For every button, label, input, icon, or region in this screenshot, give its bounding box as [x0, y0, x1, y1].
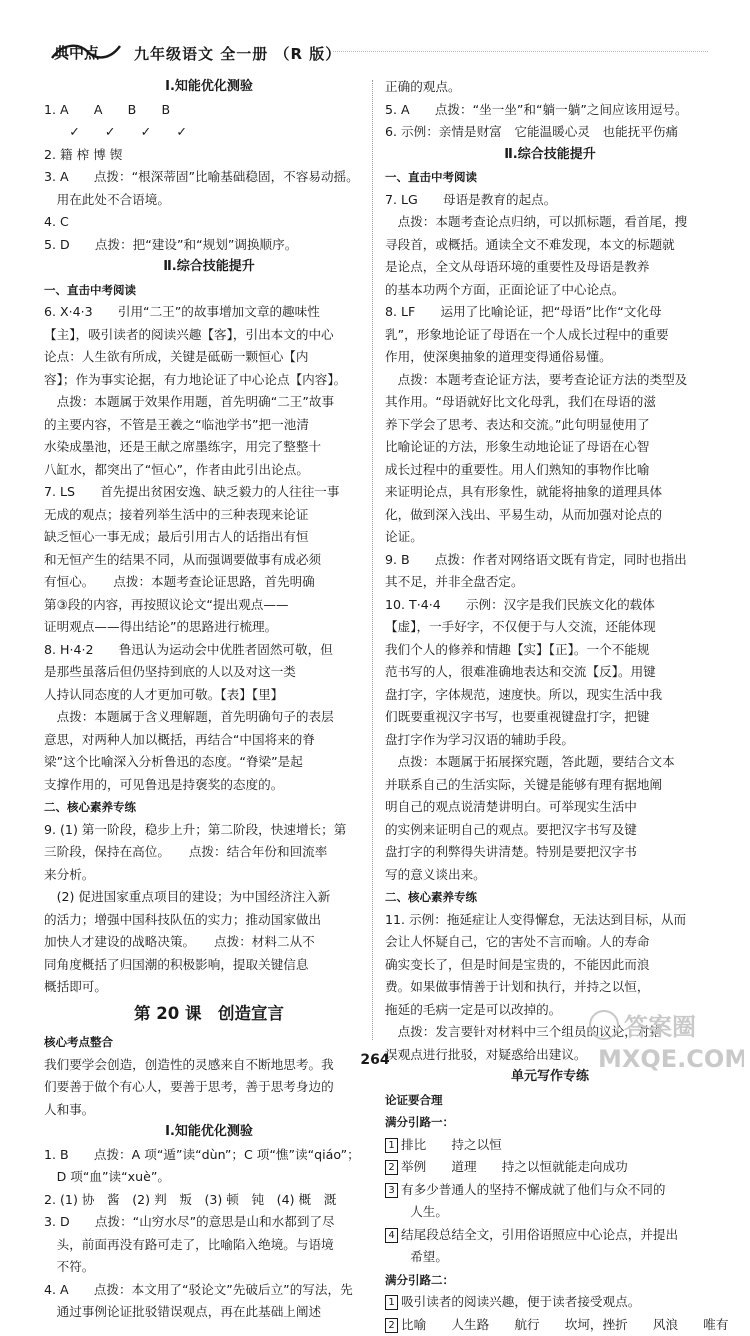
- text-line: 作用，使深奥抽象的道理变得通俗易懂。: [385, 346, 715, 369]
- text-line: 我们要学会创造，创造性的灵感来自不断地思考。我: [44, 1054, 374, 1077]
- text-line: 通过事例论证批驳错误观点，再在此基础上阐述: [44, 1301, 374, 1324]
- text-line: 【虚】，一手好字，不仅便于与人交流，还能体现: [385, 616, 715, 639]
- text-line: 有恒心。 点拨：本题考查论证思路，首先明确: [44, 571, 374, 594]
- point-text: 排比 持之以恒: [401, 1137, 502, 1152]
- text-line: 点拨：本题属于效果作用题，首先明确“二王”故事: [44, 391, 374, 414]
- text-line: 6. X·4·3 引用“二王”的故事增加文章的趣味性: [44, 301, 374, 324]
- subsection-heading: 核心考点整合: [44, 1031, 374, 1054]
- subsection-heading: 二、核心素养专练: [385, 886, 715, 909]
- text-line: 1. B 点拨：A 项“遁”读“dùn”；C 项“憔”读“qiáo”；: [44, 1144, 374, 1167]
- subsection-heading: 一、直击中考阅读: [385, 166, 715, 189]
- text-line: 会让人怀疑自己，它的害处不言而喻。人的寿命: [385, 931, 715, 954]
- text-line: ✓ ✓ ✓ ✓: [44, 121, 374, 144]
- point-number-box: 3: [385, 1183, 398, 1198]
- numbered-point: [385, 1291, 715, 1314]
- section-heading: 单元写作专练: [385, 1066, 715, 1089]
- point-number-box: 2: [385, 1318, 398, 1333]
- text-line: 10. T·4·4 示例：汉字是我们民族文化的载体: [385, 594, 715, 617]
- section-heading: Ⅰ.知能优化测验: [44, 76, 374, 99]
- numbered-point: [385, 1224, 715, 1247]
- point-number-box: 1: [385, 1295, 398, 1310]
- text-line: 的活力；增强中国科技队伍的实力；推动国家做出: [44, 909, 374, 932]
- subsection-heading: 一、直击中考阅读: [44, 279, 374, 302]
- text-line: 论证。: [385, 526, 715, 549]
- header-rule: [333, 51, 708, 52]
- subsection-heading: 满分引路二：: [385, 1269, 715, 1292]
- text-line: 其不足，并非全盘否定。: [385, 571, 715, 594]
- subsection-heading: 满分引路一：: [385, 1111, 715, 1134]
- text-line: 的实例来证明自己的观点。要把汉字书写及键: [385, 819, 715, 842]
- text-line: 和无恒产生的结果不同，从而强调要做事有成必须: [44, 549, 374, 572]
- text-line: 水染成墨池，还是王献之席墨练字，用完了整整十: [44, 436, 374, 459]
- text-line: 人和事。: [44, 1099, 374, 1122]
- text-line: 8. LF 运用了比喻论证，把“母语”比作“文化母: [385, 301, 715, 324]
- logo-text: 典中点: [54, 44, 100, 62]
- text-line: 盘打字，字体规范，速度快。所以，现实生活中我: [385, 684, 715, 707]
- text-line: 意思，对两种人加以概括，再结合“中国将来的脊: [44, 729, 374, 752]
- text-line: 写的意义谈出来。: [385, 864, 715, 887]
- watermark-brand: 答案圈: [624, 1013, 696, 1041]
- text-line: 正确的观点。: [385, 76, 715, 99]
- text-line: 4. A 点拨：本文用了“驳论文”先破后立”的写法，先: [44, 1279, 374, 1302]
- text-line: 我们个人的修养和情趣【实】【正】。一个不能规: [385, 639, 715, 662]
- text-line: 头，前面再没有路可走了，比喻陷入绝境。与语境: [44, 1234, 374, 1257]
- text-line: 点拨：本题考查论点归纳，可以抓标题，看首尾，搜: [385, 211, 715, 234]
- text-line: 人生。: [385, 1201, 715, 1224]
- brand-logo: [48, 38, 124, 66]
- text-line: 范书写的人，很难准确地表达和交流【反】。用键: [385, 661, 715, 684]
- numbered-point: [385, 1134, 715, 1157]
- text-line: 2. (1) 协 酱 (2) 判 叛 (3) 顿 钝 (4) 概 溉: [44, 1189, 374, 1212]
- text-line: 加快人才建设的战略决策。 点拨：材料二从不: [44, 931, 374, 954]
- text-line: 确实变长了，但是时间是宝贵的，不能因此而浪: [385, 954, 715, 977]
- text-line: 证明观点——得出结论”的思路进行梳理。: [44, 616, 374, 639]
- text-line: 11. 示例：拖延症让人变得懈怠，无法达到目标，从而: [385, 909, 715, 932]
- text-line: 们既要重视汉字书写，也要重视键盘打字，把键: [385, 706, 715, 729]
- text-line: 无成的观点；接着列举生活中的三种表现来论证: [44, 504, 374, 527]
- section-heading: Ⅱ.综合技能提升: [44, 256, 374, 279]
- text-line: 三阶段，保持在高位。 点拨：结合年份和回流率: [44, 841, 374, 864]
- text-line: 点拨：发言要针对材料中三个组员的议论，对错: [385, 1021, 715, 1044]
- text-line: 容】；作为事实论据，有力地论证了中心论点【内容】。: [44, 369, 374, 392]
- text-line: 人持认同态度的人才更加可敬。【表】【里】: [44, 684, 374, 707]
- section-heading: Ⅰ.知能优化测验: [44, 1121, 374, 1144]
- text-line: D 项“血”读“xuè”。: [44, 1166, 374, 1189]
- numbered-point: [385, 1314, 715, 1336]
- text-line: 明自己的观点说清楚讲明白。可举现实生活中: [385, 796, 715, 819]
- text-line: 梁”这个比喻深入分析鲁迅的态度。“脊梁”是起: [44, 751, 374, 774]
- text-line: 支撑作用的，可见鲁迅是持褒奖的态度的。: [44, 774, 374, 797]
- lesson-heading: 第 20 课 创造宣言: [44, 1003, 374, 1026]
- text-line: 6. 示例：亲情是财富 它能温暖心灵 也能抚平伤痛: [385, 121, 715, 144]
- text-line: 点拨：本题属于含义理解题，首先明确句子的表层: [44, 706, 374, 729]
- book-title: 九年级语文 全一册 （R 版）: [134, 43, 341, 64]
- text-line: 是那些虽落后但仍坚持到底的人以及对这一类: [44, 661, 374, 684]
- text-line: 【主】，吸引读者的阅读兴趣【客】，引出本文的中心: [44, 324, 374, 347]
- text-line: 点拨：本题属于拓展探究题，答此题，要结合文本: [385, 751, 715, 774]
- text-line: 缺乏恒心一事无成；最后引用古人的话指出有恒: [44, 526, 374, 549]
- text-line: 比喻论证的方法，形象生动地论证了母语在心智: [385, 436, 715, 459]
- page-header: [48, 38, 708, 70]
- text-line: 7. LS 首先提出贫困安逸、缺乏毅力的人往往一事: [44, 481, 374, 504]
- right-column: [385, 76, 715, 1336]
- text-line: 3. A 点拨：“根深蒂固”比喻基础稳固，不容易动摇。: [44, 166, 374, 189]
- text-line: 不符。: [44, 1256, 374, 1279]
- watermark-site: MXQE.COM: [598, 1045, 744, 1073]
- text-line: 8. H·4·2 鲁迅认为运动会中优胜者固然可敬，但: [44, 639, 374, 662]
- text-line: 并联系自己的生活实际，关键是能够有理有据地阐: [385, 774, 715, 797]
- text-line: 希望。: [385, 1246, 715, 1269]
- text-line: 乳”，形象地论证了母语在一个人成长过程中的重要: [385, 324, 715, 347]
- text-line: 的基本功两个方面，正面论证了中心论点。: [385, 279, 715, 302]
- text-line: 误观点进行批驳，对疑惑给出建议。: [385, 1044, 715, 1067]
- text-line: 是论点，全文从母语环境的重要性及母语是教养: [385, 256, 715, 279]
- point-text: 比喻 人生路 航行 坎坷，挫折 风浪 唯有: [401, 1317, 728, 1332]
- subsection-heading: 二、核心素养专练: [44, 796, 374, 819]
- text-line: 来分析。: [44, 864, 374, 887]
- text-line: 八缸水，都突出了“恒心”，作者由此引出论点。: [44, 459, 374, 482]
- text-line: 第③段的内容，再按照议论文“提出观点——: [44, 594, 374, 617]
- text-line: 费。如果做事情善于计划和执行，并持之以恒，: [385, 976, 715, 999]
- text-line: 9. (1) 第一阶段，稳步上升；第二阶段，快速增长；第: [44, 819, 374, 842]
- point-number-box: 1: [385, 1138, 398, 1153]
- subsection-heading: 论证要合理: [385, 1089, 715, 1112]
- text-line: 2. 籍 榨 博 锲: [44, 144, 374, 167]
- text-line: 同角度概括了归国潮的积极影响，提取关键信息: [44, 954, 374, 977]
- point-text: 举例 道理 持之以恒就能走向成功: [401, 1159, 628, 1174]
- text-line: 9. B 点拨：作者对网络语文既有肯定，同时也指出: [385, 549, 715, 572]
- text-line: 4. C: [44, 211, 374, 234]
- text-line: 化，做到深入浅出、平易生动，从而加强对论点的: [385, 504, 715, 527]
- point-number-box: 2: [385, 1160, 398, 1175]
- text-line: 7. LG 母语是教育的起点。: [385, 189, 715, 212]
- text-line: 来证明论点，具有形象性，就能将抽象的道理具体: [385, 481, 715, 504]
- watermark-logo: [584, 1001, 744, 1081]
- numbered-point: [385, 1179, 715, 1202]
- text-line: 1. A A B B: [44, 99, 374, 122]
- left-column: [44, 76, 374, 1324]
- text-line: 盘打字的利弊得失讲清楚。特别是要把汉字书: [385, 841, 715, 864]
- text-line: 论点：人生欲有所成，关键是砥砺一颗恒心【内: [44, 346, 374, 369]
- point-text: 结尾段总结全文，引用俗语照应中心论点，并提出: [401, 1227, 678, 1242]
- text-line: 概括即可。: [44, 976, 374, 999]
- text-line: (2) 促进国家重点项目的建设；为中国经济注入新: [44, 886, 374, 909]
- text-line: 用在此处不合语境。: [44, 189, 374, 212]
- text-line: 们要善于做个有心人，要善于思考，善于思考身边的: [44, 1076, 374, 1099]
- point-number-box: 4: [385, 1228, 398, 1243]
- numbered-point: [385, 1156, 715, 1179]
- text-line: 盘打字作为学习汉语的辅助手段。: [385, 729, 715, 752]
- page-number: 264: [0, 1052, 750, 1068]
- text-line: 寻段首，或概括。通读全文不难发现，本文的标题就: [385, 234, 715, 257]
- text-line: 点拨：本题考查论证方法，要考查论证方法的类型及: [385, 369, 715, 392]
- section-heading: Ⅱ.综合技能提升: [385, 144, 715, 167]
- text-line: 的主要内容，不管是王羲之“临池学书”把一池清: [44, 414, 374, 437]
- text-line: 其作用。“母语就好比文化母乳，我们在母语的滋: [385, 391, 715, 414]
- text-line: 拖延的毛病一定是可以改掉的。: [385, 999, 715, 1022]
- text-line: 养下学会了思考、表达和交流。”此句明显使用了: [385, 414, 715, 437]
- text-line: 3. D 点拨：“山穷水尽”的意思是山和水都到了尽: [44, 1211, 374, 1234]
- point-text: 吸引读者的阅读兴趣，便于读者接受观点。: [401, 1294, 640, 1309]
- text-line: 5. D 点拨：把“建设”和“规划”调换顺序。: [44, 234, 374, 257]
- text-line: 成长过程中的重要性。用人们熟知的事物作比喻: [385, 459, 715, 482]
- point-text: 有多少普通人的坚持不懈成就了他们与众不同的: [401, 1182, 665, 1197]
- text-line: 5. A 点拨：“坐一坐”和“躺一躺”之间应该用逗号。: [385, 99, 715, 122]
